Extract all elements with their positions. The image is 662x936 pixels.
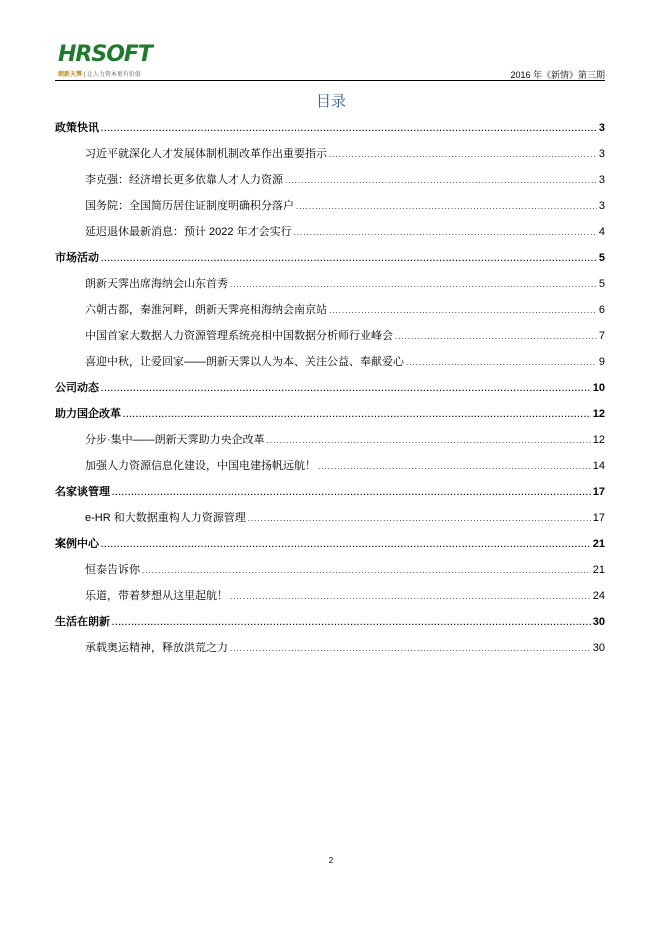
toc-entry[interactable]	[55, 119, 605, 145]
toc-entry[interactable]	[55, 301, 605, 327]
logo-tagline: 朗新天霁 | 让人力资本更有价值	[58, 72, 141, 78]
toc-entry-page: 7	[598, 330, 605, 342]
page-number: 2	[328, 856, 334, 865]
logo-slogan: 让人力资本更有价值	[86, 72, 141, 78]
leader-dots	[294, 223, 597, 242]
leader-dots	[318, 457, 591, 476]
toc-entry-label: 市场活动	[55, 252, 99, 264]
toc-entry[interactable]	[55, 379, 605, 405]
toc-entry-label: 承载奥运精神，释放洪荒之力	[85, 642, 228, 654]
toc-entry-page: 10	[592, 382, 605, 394]
leader-dots	[230, 587, 591, 606]
toc-entry[interactable]	[55, 353, 605, 379]
toc-entry[interactable]	[55, 639, 605, 665]
table-of-contents	[55, 119, 605, 665]
leader-dots	[112, 613, 591, 632]
toc-title: 目录	[315, 93, 346, 110]
toc-entry-label: 习近平就深化人才发展体制机制改革作出重要指示	[85, 148, 327, 160]
toc-entry-label: 恒泰告诉你	[85, 564, 140, 576]
header-divider	[55, 80, 605, 81]
toc-entry-label: 加强人力资源信息化建设，中国电建扬帆远航！	[85, 460, 316, 472]
leader-dots	[285, 171, 597, 190]
toc-entry-page: 17	[592, 512, 605, 524]
issue-label: 2016 年《新情》第三期	[510, 70, 605, 80]
toc-entry[interactable]	[55, 249, 605, 275]
toc-entry[interactable]	[55, 223, 605, 249]
toc-entry[interactable]	[55, 587, 605, 613]
toc-entry-label: 案例中心	[55, 538, 99, 550]
leader-dots	[329, 145, 597, 164]
toc-entry[interactable]	[55, 613, 605, 639]
toc-entry[interactable]	[55, 431, 605, 457]
leader-dots	[101, 249, 597, 268]
leader-dots	[112, 483, 591, 502]
toc-entry-label: 延迟退休最新消息：预计 2022 年才会实行	[85, 226, 292, 238]
toc-entry-page: 21	[592, 538, 605, 550]
toc-entry-page: 17	[592, 486, 605, 498]
toc-entry[interactable]	[55, 509, 605, 535]
toc-entry[interactable]	[55, 197, 605, 223]
toc-entry-label: 助力国企改革	[55, 408, 121, 420]
toc-entry-page: 30	[592, 616, 605, 628]
toc-entry-label: 公司动态	[55, 382, 99, 394]
logo-wordmark: HRSOFT	[58, 42, 152, 67]
toc-entry-label: 政策快讯	[55, 122, 99, 134]
leader-dots	[123, 405, 591, 424]
toc-entry[interactable]	[55, 535, 605, 561]
leader-dots	[267, 431, 591, 450]
toc-entry-label: 乐道，带着梦想从这里起航！	[85, 590, 228, 602]
logo-brand: 朗新天霁	[58, 72, 83, 78]
toc-entry-page: 5	[598, 252, 605, 264]
toc-entry-label: 中国首家大数据人力资源管理系统亮相中国数据分析师行业峰会	[85, 330, 393, 342]
toc-entry-label: 国务院：全国简历居住证制度明确积分落户	[85, 200, 294, 212]
toc-entry-page: 9	[598, 356, 605, 368]
leader-dots	[101, 119, 597, 138]
toc-entry-page: 4	[598, 226, 605, 238]
leader-dots	[395, 327, 597, 346]
toc-entry[interactable]	[55, 561, 605, 587]
toc-entry-page: 30	[592, 642, 605, 654]
leader-dots	[248, 509, 591, 528]
toc-entry-page: 21	[592, 564, 605, 576]
toc-entry-page: 6	[598, 304, 605, 316]
leader-dots	[142, 561, 591, 580]
toc-entry[interactable]	[55, 171, 605, 197]
leader-dots	[230, 275, 597, 294]
toc-entry-label: 名家谈管理	[55, 486, 110, 498]
toc-entry-label: 喜迎中秋，让爱回家——朗新天霁以人为本、关注公益、奉献爱心	[85, 356, 404, 368]
hrsoft-logo	[58, 44, 152, 78]
toc-entry-label: 李克强：经济增长更多依靠人才人力资源	[85, 174, 283, 186]
toc-entry-page: 14	[592, 460, 605, 472]
leader-dots	[230, 639, 591, 658]
toc-entry[interactable]	[55, 457, 605, 483]
toc-entry-page: 3	[598, 200, 605, 212]
toc-entry-label: 朗新天霁出席海纳会山东首秀	[85, 278, 228, 290]
leader-dots	[101, 535, 591, 554]
toc-entry-label: 分步·集中——朗新天霁助力央企改革	[85, 434, 265, 446]
leader-dots	[101, 379, 591, 398]
toc-entry-page: 3	[598, 122, 605, 134]
leader-dots	[406, 353, 597, 372]
toc-entry-page: 3	[598, 174, 605, 186]
toc-entry-page: 12	[592, 434, 605, 446]
toc-entry[interactable]	[55, 483, 605, 509]
toc-entry-label: e-HR 和大数据重构人力资源管理	[85, 512, 246, 524]
toc-entry[interactable]	[55, 145, 605, 171]
toc-entry-label: 六朝古都，秦淮河畔，朗新天霁亮相海纳会南京站	[85, 304, 327, 316]
toc-entry-page: 12	[592, 408, 605, 420]
leader-dots	[296, 197, 597, 216]
toc-entry-page: 24	[592, 590, 605, 602]
toc-entry[interactable]	[55, 405, 605, 431]
toc-entry[interactable]	[55, 327, 605, 353]
toc-entry-page: 5	[598, 278, 605, 290]
toc-entry[interactable]	[55, 275, 605, 301]
toc-entry-label: 生活在朗新	[55, 616, 110, 628]
leader-dots	[329, 301, 597, 320]
toc-entry-page: 3	[598, 148, 605, 160]
